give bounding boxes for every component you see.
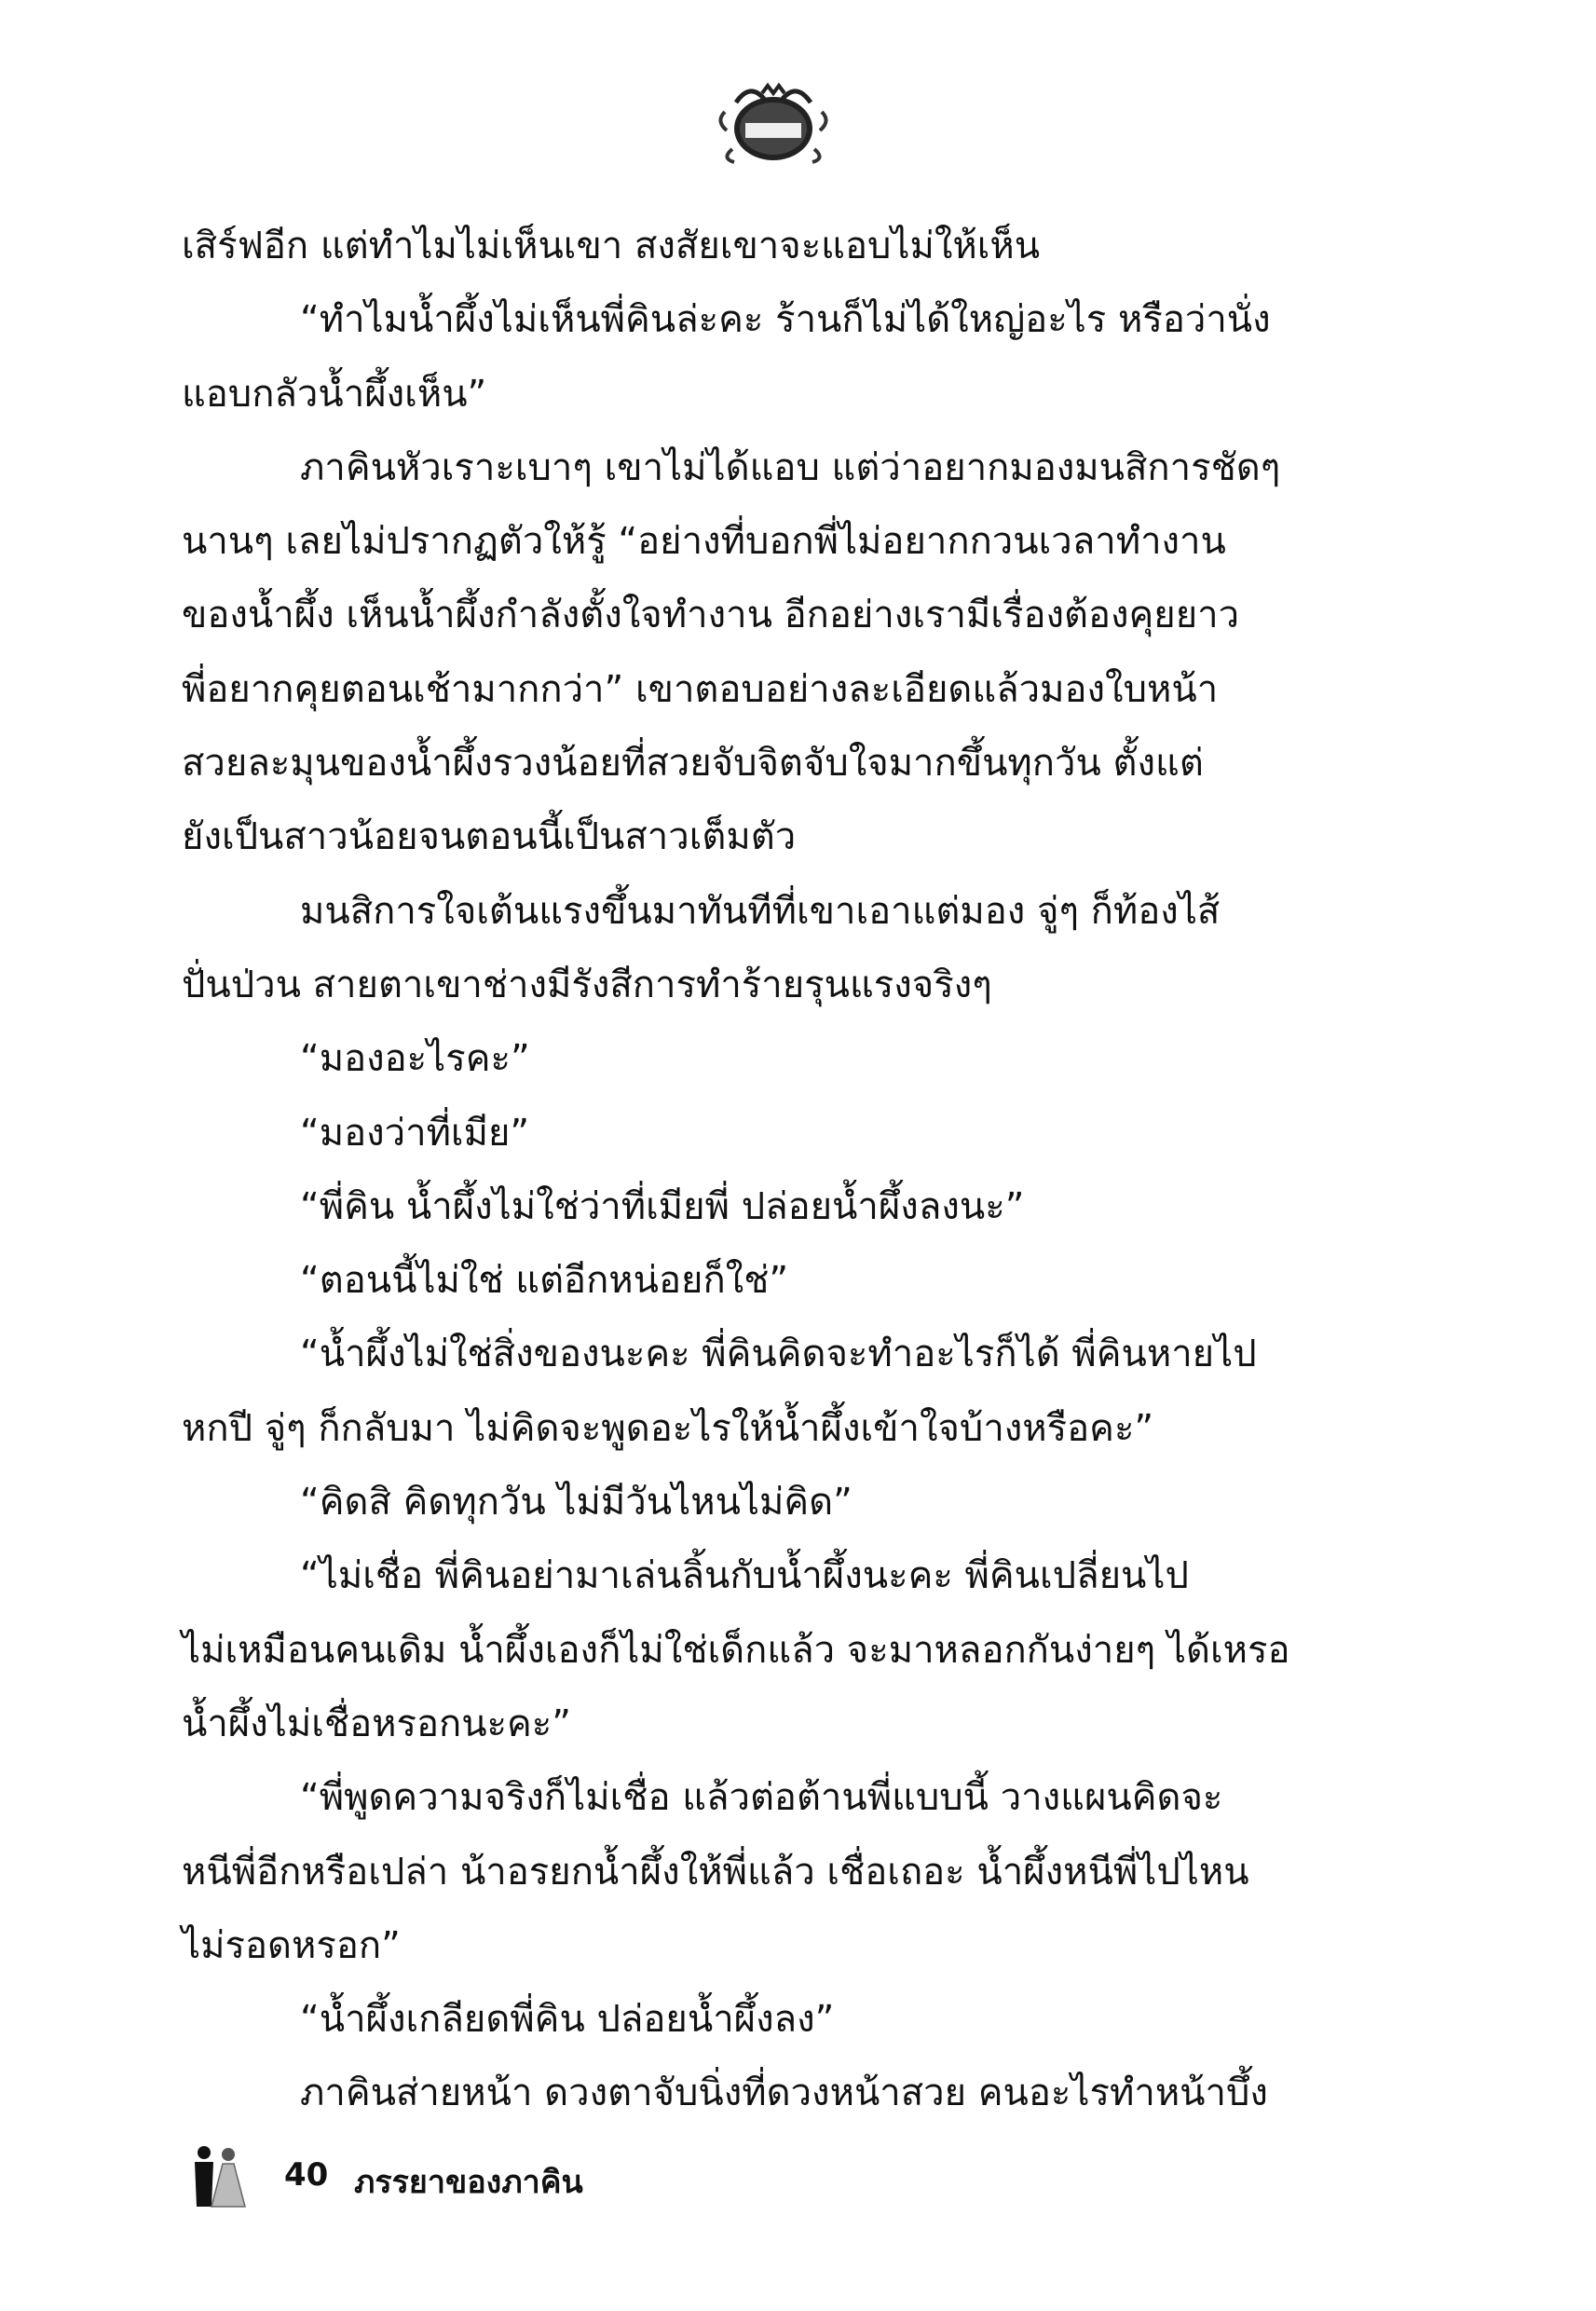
book-title: ภรรยาของภาคิน (354, 2164, 583, 2201)
text-line: “น้ำผึ้งไม่ใช่สิ่งของนะคะ พี่คินคิดจะทำอะไรก็ได้ พี่คินหายไป (300, 1333, 1257, 1376)
text-line: “ตอนนี้ไม่ใช่ แต่อีกหน่อยก็ใช่” (300, 1259, 789, 1303)
text-line: “ไม่เชื่อ พี่คินอย่ามาเล่นลิ้นกับน้ำผึ้งนะคะ พี่คินเปลี่ยนไป (300, 1554, 1189, 1598)
text-line: สวยละมุนของน้ำผึ้งรวงน้อยที่สวยจับจิตจับใจมากขึ้นทุกวัน ตั้งแต่ (182, 742, 1204, 786)
text-line: น้ำผึ้งไม่เชื่อหรอกนะคะ” (182, 1702, 571, 1745)
text-line: “ทำไมน้ำผึ้งไม่เห็นพี่คินล่ะคะ ร้านก็ไม่ได้ใหญ่อะไร หรือว่านั่ง (300, 298, 1271, 342)
text-line: “พี่คิน น้ำผึ้งไม่ใช่ว่าที่เมียพี่ ปล่อยน้ำผึ้งลงนะ” (300, 1184, 1025, 1228)
body-text (182, 210, 1328, 2131)
text-line: ไม่รอดหรอก” (182, 1923, 401, 1967)
text-line: ไม่เหมือนคนเดิม น้ำผึ้งเองก็ไม่ใช่เด็กแล้ว จะมาหลอกกันง่ายๆ ได้เหรอ (182, 1628, 1290, 1672)
text-line: “น้ำผึ้งเกลียดพี่คิน ปล่อยน้ำผึ้งลง” (300, 1998, 835, 2042)
page-number: 40 (284, 2156, 329, 2194)
publisher-logo-icon (708, 65, 839, 177)
text-line: พี่อยากคุยตอนเช้ามากกว่า” เขาตอบอย่างละเอียดแล้วมองใบหน้า (182, 667, 1219, 711)
text-line: ภาคินหัวเราะเบาๆ เขาไม่ได้แอบ แต่ว่าอยากมองมนสิการชัดๆ (300, 445, 1281, 489)
text-line: เสิร์ฟอีก แต่ทำไมไม่เห็นเขา สงสัยเขาจะแอบไม่ให้เห็น (182, 225, 1041, 267)
text-line: มนสิการใจเต้นแรงขึ้นมาทันทีที่เขาเอาแต่มอง จู่ๆ ก็ท้องไส้ (300, 889, 1221, 933)
text-line: ของน้ำผึ้ง เห็นน้ำผึ้งกำลังตั้งใจทำงาน อีกอย่างเรามีเรื่องต้องคุยยาว (182, 594, 1240, 637)
text-line: นานๆ เลยไม่ปรากฏตัวให้รู้ “อย่างที่บอกพี่ไม่อยากกวนเวลาทำงาน (182, 520, 1226, 564)
text-line: หนีพี่อีกหรือเปล่า น้าอรยกน้ำผึ้งให้พี่แล้ว เชื่อเถอะ น้ำผึ้งหนีพี่ไปไหน (182, 1850, 1249, 1894)
text-line: หกปี จู่ๆ ก็กลับมา ไม่คิดจะพูดอะไรให้น้ำผึ้งเข้าใจบ้างหรือคะ” (182, 1406, 1154, 1450)
text-line: “พี่พูดความจริงก็ไม่เชื่อ แล้วต่อต้านพี่แบบนี้ วางแผนคิดจะ (300, 1776, 1223, 1820)
text-line: ยังเป็นสาวน้อยจนตอนนี้เป็นสาวเต็มตัว (182, 815, 797, 859)
text-line: “มองอะไรคะ” (300, 1037, 530, 1081)
text-line: ภาคินส่ายหน้า ดวงตาจับนิ่งที่ดวงหน้าสวย คนอะไรทำหน้าบึ้ง (300, 2072, 1268, 2115)
text-line: ปั่นป่วน สายตาเขาช่างมีรังสีการทำร้ายรุนแรงจริงๆ (182, 963, 992, 1006)
text-line: แอบกลัวน้ำผึ้งเห็น” (182, 372, 487, 416)
bride-groom-icon (191, 2143, 247, 2208)
text-line: “มองว่าที่เมีย” (300, 1111, 530, 1155)
text-line: “คิดสิ คิดทุกวัน ไม่มีวันไหนไม่คิด” (300, 1481, 853, 1525)
